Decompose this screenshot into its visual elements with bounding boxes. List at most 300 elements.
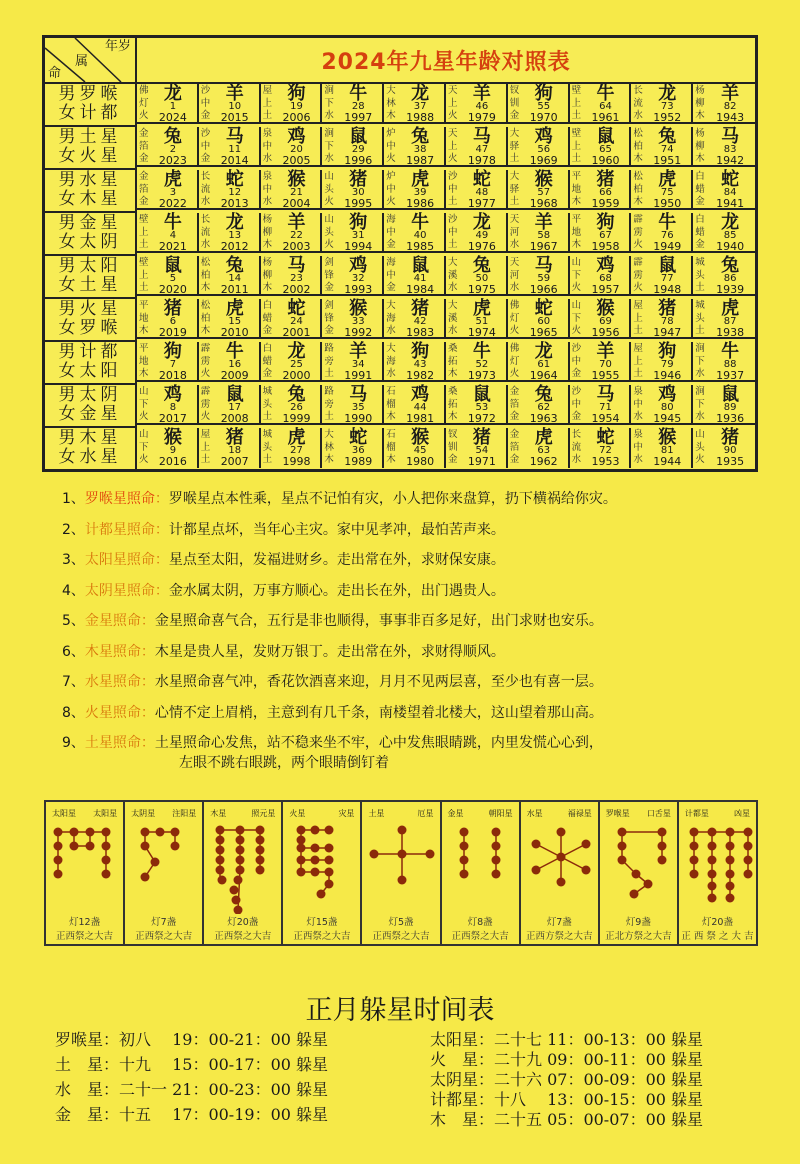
- birth-year: 2012: [220, 240, 249, 253]
- lamp-dot: [631, 870, 640, 879]
- lamp-star-left: 罗喉星: [605, 809, 630, 818]
- nayin: 平地木: [139, 300, 149, 336]
- cell-values: [398, 384, 442, 425]
- table-cell: [693, 127, 755, 167]
- hiding-row-left: 金 星：十五 17：00-19：00 躲星: [55, 1105, 329, 1124]
- lamp-dot: [725, 894, 734, 903]
- table-cell: [446, 256, 508, 296]
- birth-year: 2024: [158, 111, 187, 124]
- cell-values: [707, 83, 753, 124]
- birth-year: 1961: [591, 111, 620, 124]
- lamp-dot: [256, 846, 265, 855]
- zodiac: 蛇: [225, 169, 244, 190]
- age: 72: [599, 445, 612, 456]
- lamp-pattern: [283, 822, 363, 914]
- age-star-table: [42, 35, 758, 472]
- nayin: 壁上土: [571, 85, 582, 121]
- female-star: 女土星: [58, 275, 122, 295]
- lamp-pattern: [125, 822, 205, 914]
- birth-year: 1946: [653, 369, 682, 382]
- poem-line: [62, 580, 617, 611]
- lamp-dot: [325, 868, 334, 877]
- birth-year: 2002: [282, 283, 311, 296]
- lamp-dot: [629, 890, 638, 899]
- zodiac: 牛: [163, 212, 182, 233]
- table-cell: [446, 428, 508, 468]
- age: 41: [413, 273, 427, 284]
- birth-year: 1976: [467, 240, 496, 253]
- lamp-dot: [617, 842, 626, 851]
- lamp-dot: [325, 844, 334, 853]
- age: 67: [599, 230, 612, 241]
- zodiac: 牛: [721, 341, 740, 362]
- birth-year: 1995: [344, 197, 373, 210]
- zodiac: 鸡: [163, 384, 182, 405]
- table-cell: [570, 213, 632, 253]
- nayin: 沙中金: [200, 128, 211, 164]
- nayin: 大驿土: [509, 128, 520, 164]
- cell-values: [398, 169, 442, 210]
- lamp-direction: 正西祭之大吉: [135, 931, 193, 942]
- zodiac: 狗: [658, 341, 677, 362]
- zodiac: 羊: [349, 341, 368, 362]
- zodiac: 龙: [287, 341, 306, 362]
- age: 34: [351, 359, 365, 370]
- age: 65: [599, 144, 612, 155]
- lamp-dot: [216, 856, 225, 865]
- male-star: 男太阴: [58, 385, 122, 405]
- poem-number: 4、: [62, 582, 85, 599]
- nayin: 钗钏金: [509, 85, 520, 121]
- lamp-pattern: [204, 822, 284, 914]
- lamp-direction: 正西祭之大吉: [56, 931, 114, 942]
- female-star: 女金星: [58, 404, 122, 424]
- cell-values: [584, 429, 628, 467]
- zodiac: 蛇: [472, 169, 491, 190]
- cell-values: [275, 341, 319, 382]
- cell-values: [707, 126, 753, 167]
- zodiac: 猪: [163, 298, 182, 319]
- lamp-dot: [398, 826, 407, 835]
- table-cell: [693, 84, 755, 124]
- cell-values: [522, 298, 566, 339]
- lamp-dot: [581, 866, 590, 875]
- lamp-count: 灯7盏: [151, 917, 177, 928]
- age: 38: [413, 144, 427, 155]
- birth-year: 1966: [529, 283, 558, 296]
- nayin: 山下火: [139, 386, 149, 422]
- table-cell: [384, 385, 446, 425]
- nayin: 泉中水: [262, 128, 273, 164]
- cell-values: [645, 429, 689, 467]
- table-cell: [199, 256, 261, 296]
- poem-line: [62, 488, 617, 519]
- lamp-star-right: 厄星: [417, 809, 434, 818]
- birth-year: 1937: [716, 369, 745, 382]
- age: 48: [475, 187, 489, 198]
- lamp-dot: [141, 828, 150, 837]
- lamp-dot: [256, 856, 265, 865]
- nayin: 长流水: [571, 429, 582, 465]
- zodiac: 鸡: [534, 126, 553, 147]
- birth-year: 2021: [158, 240, 187, 253]
- lamp-dot: [54, 842, 63, 851]
- lamp-star-left: 火星: [289, 809, 306, 818]
- lamp-count: 灯5盏: [388, 917, 414, 928]
- age: 47: [475, 144, 489, 155]
- age: 18: [228, 445, 242, 456]
- lamp-star-left: 水星: [526, 809, 543, 818]
- female-star: 女太阴: [58, 232, 122, 252]
- nayin: 沙中金: [200, 85, 211, 121]
- age: 8: [169, 402, 177, 413]
- cell-values: [336, 255, 380, 296]
- cell-values: [336, 341, 380, 382]
- age: 4: [169, 230, 177, 241]
- table-cell: [261, 428, 323, 468]
- cell-values: [398, 255, 442, 296]
- table-cell: [199, 385, 261, 425]
- zodiac: 猴: [596, 298, 615, 319]
- age: 6: [169, 316, 177, 327]
- lamp-dot: [725, 828, 734, 837]
- lamp-dot: [743, 842, 752, 851]
- lamp-direction: 正北方祭之大吉: [605, 931, 672, 942]
- birth-year: 2004: [282, 197, 311, 210]
- zodiac: 虎: [721, 298, 740, 319]
- male-star: 男火星: [58, 299, 122, 319]
- cell-values: [584, 212, 628, 253]
- nayin: 泉中水: [262, 171, 273, 207]
- birth-year: 1972: [467, 412, 496, 425]
- lamp-pattern: [521, 822, 601, 914]
- birth-year: 1952: [653, 111, 682, 124]
- zodiac: 牛: [225, 341, 244, 362]
- table-cell: [384, 299, 446, 339]
- zodiac: 猪: [349, 169, 368, 190]
- table-cell: [322, 342, 384, 382]
- nayin: 金箔金: [139, 128, 149, 164]
- lamp-dot: [617, 828, 626, 837]
- lamp-dot: [707, 828, 716, 837]
- nayin: 泉中水: [633, 429, 643, 465]
- poem-number: 1、: [62, 491, 85, 507]
- age: 3: [169, 187, 177, 198]
- lamp-dot: [707, 856, 716, 865]
- zodiac: 羊: [721, 83, 740, 104]
- poem-line: [62, 732, 617, 772]
- zodiac: 兔: [411, 126, 430, 147]
- lamp-dot: [54, 870, 63, 879]
- hiding-row-left: 土 星：十九 15：00-17：00 躲星: [55, 1055, 329, 1074]
- birth-year: 1980: [406, 455, 435, 468]
- birth-year: 2009: [220, 369, 249, 382]
- birth-year: 1985: [406, 240, 435, 253]
- zodiac: 狗: [287, 83, 306, 104]
- zodiac: 龙: [163, 83, 182, 104]
- cell-values: [151, 169, 195, 210]
- male-star: 男木星: [58, 428, 122, 448]
- zodiac: 猴: [534, 169, 553, 190]
- birth-year: 1945: [653, 412, 682, 425]
- row-star-label: [45, 170, 137, 213]
- nayin: 白蜡金: [262, 343, 273, 379]
- table-cell: [508, 299, 570, 339]
- birth-year: 1973: [467, 369, 496, 382]
- table-cell: [384, 84, 446, 124]
- cell-values: [645, 212, 689, 253]
- cell-values: [151, 212, 195, 253]
- age: 53: [475, 402, 489, 413]
- cell-values: [584, 384, 628, 425]
- table-cell: [199, 342, 261, 382]
- age: 60: [537, 316, 551, 327]
- zodiac: 狗: [534, 83, 553, 104]
- age: 11: [228, 144, 242, 155]
- row-star-label: [45, 213, 137, 256]
- birth-year: 1996: [344, 154, 373, 167]
- table-cell: [322, 127, 384, 167]
- zodiac: 鸡: [596, 255, 615, 276]
- age: 84: [723, 187, 737, 198]
- nayin: 海中金: [386, 214, 396, 250]
- zodiac: 鼠: [163, 255, 182, 276]
- lamp-star-left: 计都星: [684, 809, 709, 818]
- age: 32: [351, 273, 365, 284]
- table-cell: [384, 127, 446, 167]
- lamp-pattern: [362, 822, 442, 914]
- lamp-dot: [617, 856, 626, 865]
- lamp-dot: [657, 856, 666, 865]
- table-cell: [631, 256, 693, 296]
- age: 49: [475, 230, 489, 241]
- table-cell: [199, 428, 261, 468]
- birth-year: 1975: [467, 283, 496, 296]
- nayin: 屋上土: [262, 85, 273, 121]
- nayin: 山头火: [324, 214, 334, 250]
- age: 77: [660, 273, 674, 284]
- age: 66: [599, 187, 612, 198]
- table-cell: [508, 170, 570, 210]
- age: 5: [169, 273, 177, 284]
- nayin: 城头土: [262, 386, 273, 422]
- lamp-dot: [531, 866, 540, 875]
- table-cell: [570, 127, 632, 167]
- table-cell: [137, 385, 199, 425]
- poem-separator: ：: [140, 674, 155, 690]
- birth-year: 1962: [529, 455, 558, 468]
- table-cell: [693, 170, 755, 210]
- age: 81: [660, 445, 674, 456]
- zodiac: 猴: [349, 298, 368, 319]
- zodiac: 马: [596, 384, 615, 405]
- birth-year: 1981: [406, 412, 435, 425]
- age: 7: [169, 359, 177, 370]
- poem-star-label: 木星照命: [84, 643, 141, 660]
- cell-values: [213, 83, 257, 124]
- age: 9: [169, 445, 177, 456]
- age: 73: [660, 101, 674, 112]
- lamp-dot: [156, 828, 165, 837]
- lamp-star-left: 太阳星: [52, 809, 76, 818]
- zodiac: 兔: [225, 255, 244, 276]
- nayin: 平地木: [571, 214, 582, 250]
- table-cell: [446, 213, 508, 253]
- cell-values: [275, 429, 319, 467]
- row-star-label: [45, 428, 137, 469]
- age: 58: [537, 230, 551, 241]
- table-cell: [261, 213, 323, 253]
- corner-label-shu: 属: [75, 54, 89, 69]
- table-cell: [508, 256, 570, 296]
- table-cell: [631, 170, 693, 210]
- table-cell: [508, 428, 570, 468]
- table-cell: [446, 84, 508, 124]
- poem-text: 心情不定上眉梢，主意到有几千条，南楼望着北楼大，这山望着那山高。: [154, 704, 603, 721]
- birth-year: 1944: [653, 455, 682, 468]
- zodiac: 鼠: [472, 384, 491, 405]
- birth-year: 1970: [529, 111, 558, 124]
- zodiac: 虎: [287, 427, 306, 448]
- lamp-dot: [459, 870, 468, 879]
- cell-values: [336, 212, 380, 253]
- zodiac: 蛇: [287, 298, 306, 319]
- hiding-row-left: 罗喉星：初八 19：00-21：00 躲星: [55, 1030, 329, 1049]
- cell-values: [522, 255, 566, 296]
- table-cell: [261, 127, 323, 167]
- lamp-diagrams: [44, 800, 758, 946]
- age: 57: [537, 187, 551, 198]
- cell-values: [460, 255, 504, 296]
- lamp-dot: [236, 856, 245, 865]
- nayin: 山下火: [139, 429, 149, 465]
- cell-values: [707, 429, 753, 467]
- birth-year: 2000: [282, 369, 311, 382]
- zodiac: 龙: [658, 83, 677, 104]
- lamp-dot: [54, 828, 63, 837]
- lamp-dot: [556, 828, 565, 837]
- hiding-row-right: 计都星：十八 13：00-15：00 躲星: [430, 1090, 704, 1109]
- zodiac: 猪: [596, 169, 615, 190]
- nayin: 大驿土: [509, 171, 520, 207]
- zodiac: 鼠: [349, 126, 368, 147]
- age: 15: [228, 316, 242, 327]
- age: 23: [290, 273, 303, 284]
- female-star: 女罗喉: [58, 318, 122, 338]
- birth-year: 1993: [344, 283, 373, 296]
- lamp-diagram-box: [600, 802, 679, 944]
- birth-year: 2018: [158, 369, 187, 382]
- cell-values: [645, 298, 689, 339]
- cell-values: [460, 341, 504, 382]
- age: 27: [290, 445, 303, 456]
- age: 19: [290, 101, 303, 112]
- birth-year: 1965: [529, 326, 558, 339]
- nayin: 佛灯火: [509, 300, 520, 336]
- zodiac: 龙: [225, 212, 244, 233]
- age: 68: [599, 273, 612, 284]
- lamp-dot: [218, 876, 227, 885]
- poem-number: 2、: [62, 521, 85, 538]
- zodiac: 牛: [472, 341, 491, 362]
- zodiac: 鸡: [411, 384, 430, 405]
- female-star: 女水星: [58, 447, 122, 467]
- poem-star-label: 罗喉星照命: [84, 491, 155, 507]
- table-title: 2024年九星年龄对照表: [137, 38, 755, 84]
- poem-star-label: 计都星照命: [84, 521, 155, 538]
- cell-values: [151, 429, 195, 467]
- lamp-star-right: 灾星: [338, 809, 355, 818]
- table-cell: [384, 256, 446, 296]
- age: 26: [290, 402, 303, 413]
- age: 71: [599, 402, 612, 413]
- lamp-dot: [234, 906, 243, 915]
- age: 1: [169, 101, 177, 112]
- birth-year: 2011: [220, 283, 249, 296]
- birth-year: 2022: [158, 197, 187, 210]
- nayin: 石榴木: [386, 386, 396, 422]
- age: 79: [660, 359, 674, 370]
- zodiac: 狗: [349, 212, 368, 233]
- birth-year: 2023: [158, 154, 187, 167]
- zodiac: 马: [287, 255, 306, 276]
- female-star: 女木星: [58, 189, 122, 209]
- cell-values: [151, 255, 195, 296]
- birth-year: 1977: [467, 197, 496, 210]
- nayin: 大海水: [386, 343, 396, 379]
- zodiac: 狗: [163, 341, 182, 362]
- poem-text: 土星照命心发焦，站不稳来坐不牢，心中发焦眼睛跳，内里发慌心心到，: [154, 735, 603, 751]
- cell-values: [336, 298, 380, 339]
- cell-values: [522, 212, 566, 253]
- birth-year: 1978: [467, 154, 496, 167]
- age: 28: [351, 101, 365, 112]
- lamp-dot: [325, 826, 334, 835]
- birth-year: 1979: [467, 111, 496, 124]
- poem-number: 8、: [62, 704, 85, 721]
- lamp-count: 灯7盏: [546, 917, 572, 928]
- lamp-dot: [725, 870, 734, 879]
- cell-values: [213, 341, 257, 382]
- zodiac: 马: [472, 126, 491, 147]
- lamp-dot: [216, 836, 225, 845]
- cell-values: [707, 384, 753, 425]
- birth-year: 1958: [591, 240, 620, 253]
- poem-text: 金星照命喜气合，五行是非也顺得，事事非百多足好，出门求财也安乐。: [154, 613, 603, 629]
- zodiac: 狗: [596, 212, 615, 233]
- table-cell: [199, 170, 261, 210]
- lamp-dot: [317, 890, 326, 899]
- age: 29: [351, 144, 365, 155]
- lamp-direction: 正 西 祭 之 大 吉: [681, 931, 754, 942]
- age: 46: [475, 101, 489, 112]
- table-cell: [631, 84, 693, 124]
- birth-year: 1994: [344, 240, 373, 253]
- birth-year: 1955: [591, 369, 620, 382]
- cell-values: [398, 341, 442, 382]
- birth-year: 1943: [716, 111, 745, 124]
- zodiac: 牛: [349, 83, 368, 104]
- nayin: 白蜡金: [695, 214, 705, 250]
- nayin: 屋上土: [633, 300, 643, 336]
- poem-separator: ：: [154, 552, 169, 568]
- zodiac: 猴: [658, 427, 677, 448]
- nayin: 大海水: [386, 300, 396, 336]
- lamp-dot: [491, 842, 500, 851]
- birth-year: 1954: [591, 412, 620, 425]
- cell-values: [460, 212, 504, 253]
- zodiac: 猪: [721, 427, 740, 448]
